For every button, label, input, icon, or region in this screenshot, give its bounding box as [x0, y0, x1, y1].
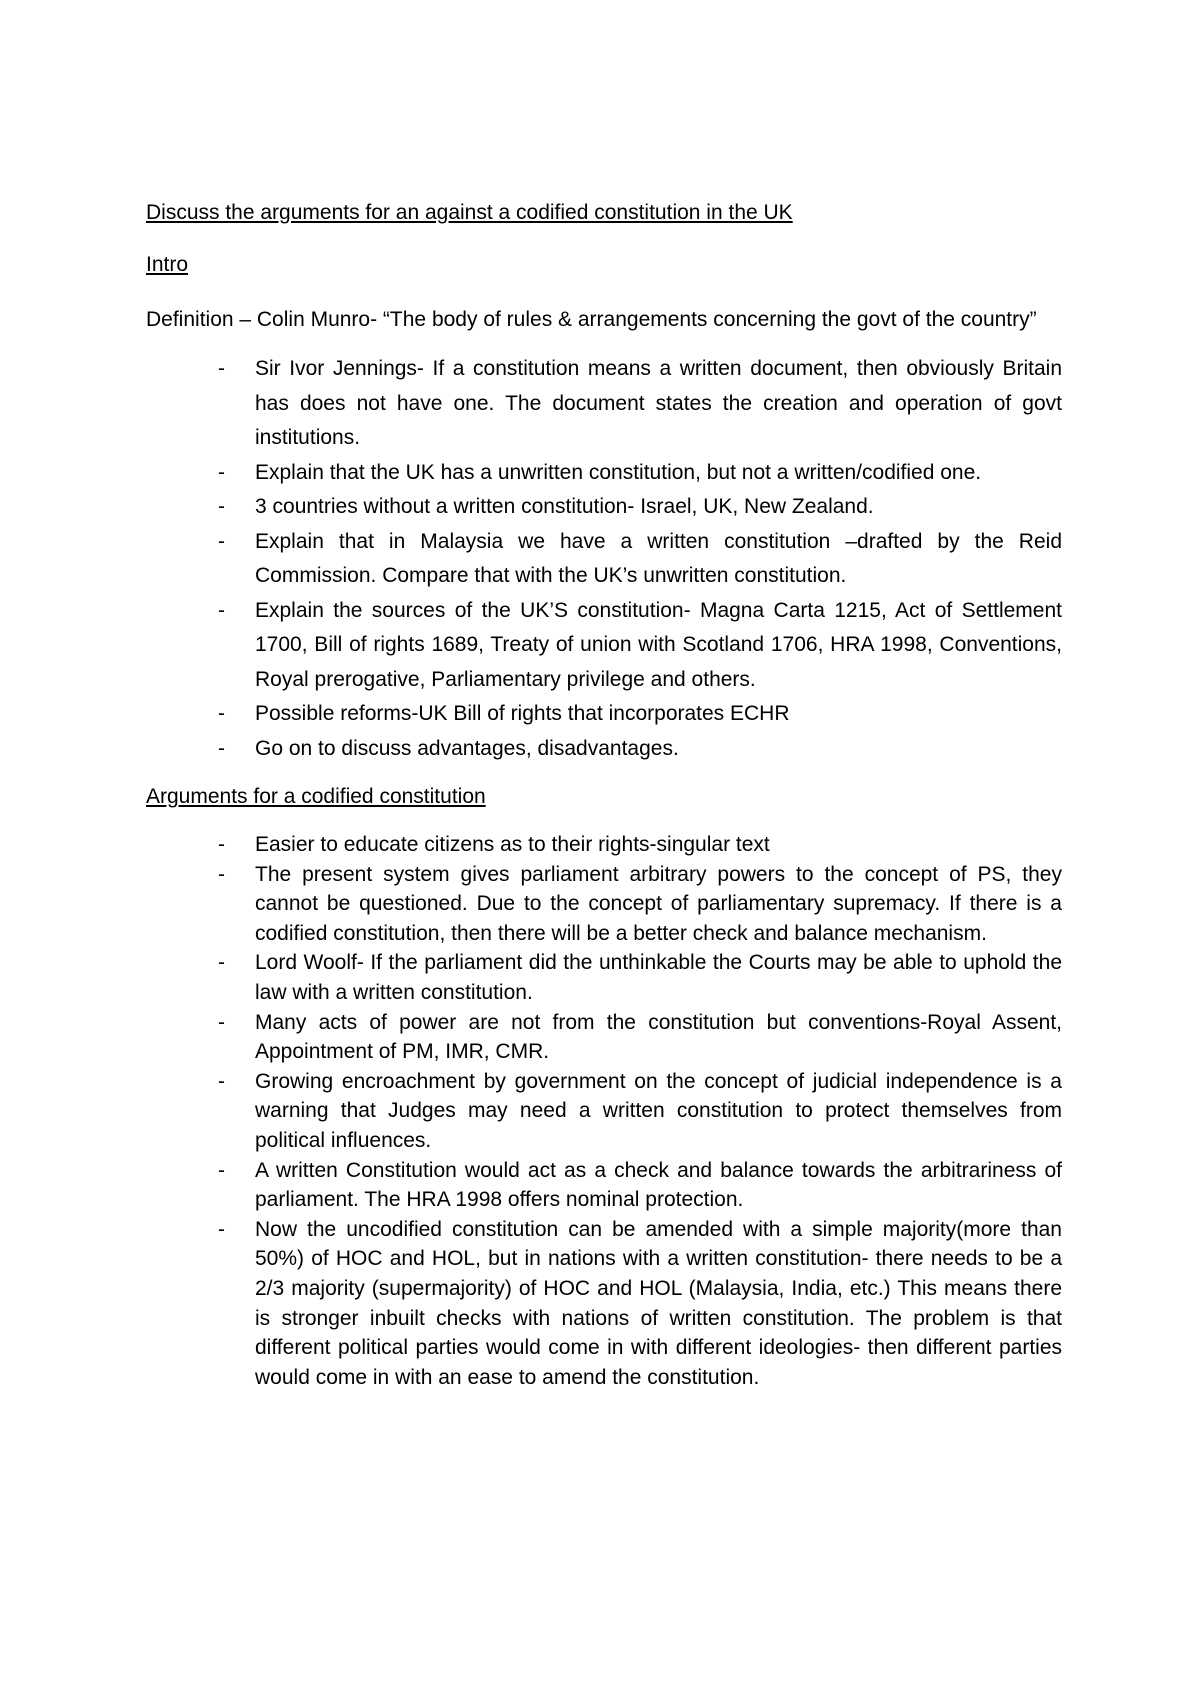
list-item [146, 697, 1062, 732]
arguments-heading: Arguments for a codified constitution [146, 785, 486, 808]
list-item-text: Explain that the UK has a unwritten constitution, but not a written/codified one. [255, 460, 982, 484]
bullet-dash: - [218, 1010, 225, 1034]
bullet-dash: - [218, 833, 225, 856]
list-item-text: Explain that in Malaysia we have a written constitution –drafted by the Reid Commission. Compare that with the UK’s unwritten constitution. [255, 529, 1062, 587]
list-item [146, 830, 1062, 860]
list-item-text: A written Constitution would act as a check and balance towards the arbitrariness of parliament. The HRA 1998 offers nominal protection. [255, 1158, 1062, 1212]
bullet-dash: - [218, 1158, 225, 1182]
list-item-text: Easier to educate citizens as to their rights-singular text [255, 833, 770, 856]
list-item-text: Sir Ivor Jennings- If a constitution means a written document, then obviously Britain has does not have one. The document states the creation and operation of govt institutions. [255, 357, 1062, 449]
bullet-dash: - [218, 495, 225, 518]
list-item [146, 594, 1062, 698]
bullet-dash: - [218, 529, 225, 553]
bullet-dash: - [218, 357, 225, 380]
bullet-dash: - [218, 862, 225, 886]
bullet-dash: - [218, 736, 225, 760]
list-item [146, 525, 1062, 594]
list-item-text: The present system gives parliament arbitrary powers to the concept of PS, they cannot be questioned. Due to the concept of parliamentary supremacy. If there is a codified constitution, then there will be a better check and balance mechanism. [255, 862, 1062, 945]
list-item [146, 732, 1062, 767]
document-page [146, 198, 1062, 1392]
list-item-text: Possible reforms-UK Bill of rights that incorporates ECHR [255, 702, 790, 725]
list-item [146, 352, 1062, 456]
list-item [146, 860, 1062, 949]
intro-heading: Intro [146, 253, 189, 276]
list-item-text: Explain the sources of the UK’S constitution- Magna Carta 1215, Act of Settlement 1700, Bill of rights 1689, Treaty of union with Scotland 1706, HRA 1998, Conventions, Royal prerogative, Parliamentary privilege and others. [255, 598, 1062, 691]
list-item [146, 490, 1062, 525]
definition-paragraph: Definition – Colin Munro- “The body of rules & arrangements concerning the govt of the country” [146, 308, 1037, 331]
arguments-bullet-list [146, 830, 1062, 1392]
bullet-dash: - [218, 1069, 225, 1093]
intro-bullet-list [146, 352, 1062, 766]
list-item [146, 1156, 1062, 1215]
list-item-text: Lord Woolf- If the parliament did the unthinkable the Courts may be able to uphold the law with a written constitution. [255, 951, 1062, 1004]
bullet-dash: - [218, 598, 225, 622]
list-item-text: Go on to discuss advantages, disadvantages. [255, 736, 679, 760]
bullet-dash: - [218, 951, 225, 975]
list-item-text: Growing encroachment by government on the concept of judicial independence is a warning that Judges may need a written constitution to protect themselves from political influences. [255, 1069, 1062, 1152]
list-item [146, 1008, 1062, 1067]
list-item [146, 948, 1062, 1007]
bullet-dash: - [218, 1217, 225, 1241]
list-item [146, 1215, 1062, 1393]
list-item-text: Many acts of power are not from the constitution but conventions-Royal Assent, Appointment of PM, IMR, CMR. [255, 1010, 1062, 1064]
document-title: Discuss the arguments for an against a codified constitution in the UK [146, 201, 793, 224]
list-item-text: Now the uncodified constitution can be amended with a simple majority(more than 50%) of HOC and HOL, but in nations with a written constitution- there needs to be a 2/3 majority (supermajority) of HOC and HOL (Malaysia, India, etc.) This means there is stronger inbuilt checks with nations of written constitution. The problem is that different political parties would come in with different ideologies- then different parties would come in with an ease to amend the constitution. [255, 1217, 1062, 1389]
bullet-dash: - [218, 702, 225, 725]
list-item [146, 456, 1062, 491]
bullet-dash: - [218, 460, 225, 484]
list-item [146, 1067, 1062, 1156]
list-item-text: 3 countries without a written constitution- Israel, UK, New Zealand. [255, 495, 874, 518]
